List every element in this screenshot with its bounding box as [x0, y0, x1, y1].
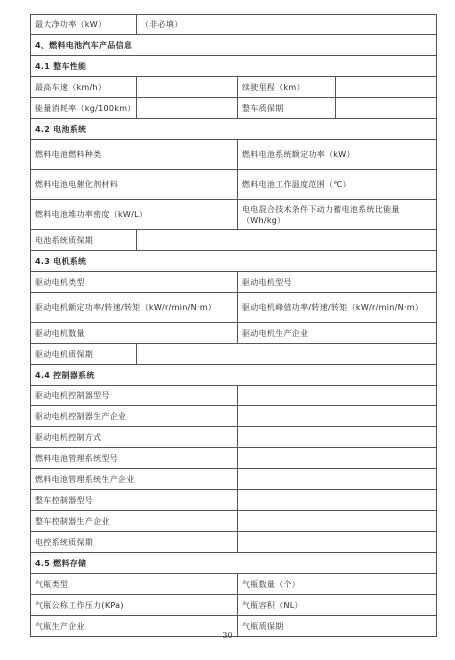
catalyst-label: 燃料电池电催化剂材料	[31, 170, 238, 200]
section-fuel-storage-title: 4.5 燃料存储	[31, 553, 437, 574]
motor-type-label: 驱动电机类型	[31, 272, 238, 293]
fuel-type-label: 燃料电池燃料种类	[31, 140, 238, 170]
controller-item-label: 燃料电池管理系统型号	[31, 448, 238, 469]
driving-range-field[interactable]	[336, 77, 437, 98]
controller-item-label: 驱动电机控制器生产企业	[31, 406, 238, 427]
stack-density-label: 燃料电池堆功率密度（kW/L）	[31, 200, 238, 230]
operating-temp-label: 燃料电池工作温度范围（℃）	[238, 170, 437, 200]
controller-item-field[interactable]	[238, 406, 437, 427]
section-vehicle-performance-title: 4.1 整车性能	[31, 56, 437, 77]
cylinder-maker-label: 气瓶生产企业	[31, 616, 238, 637]
motor-model-label: 驱动电机型号	[238, 272, 437, 293]
motor-warranty-field[interactable]	[137, 344, 437, 365]
section-battery-system-title: 4.2 电池系统	[31, 119, 437, 140]
controller-item-field[interactable]	[238, 532, 437, 553]
controller-item-label: 驱动电机控制器型号	[31, 386, 238, 406]
controller-item-label: 驱动电机控制方式	[31, 427, 238, 448]
controller-item-label: 燃料电池管理系统生产企业	[31, 469, 238, 490]
max-speed-label: 最高车速（km/h）	[31, 77, 137, 98]
cylinder-pressure-label: 气瓶公称工作压力(KPa)	[31, 595, 238, 616]
cylinder-volume-label: 气瓶容积（NL）	[238, 595, 437, 616]
motor-maker-label: 驱动电机生产企业	[238, 323, 437, 344]
section-controller-system-title: 4.4 控制器系统	[31, 365, 437, 386]
page-number: 30	[222, 631, 233, 640]
row-max-net-power	[31, 15, 437, 35]
cylinder-warranty-label: 气瓶质保期	[238, 616, 437, 637]
controller-item-field[interactable]	[238, 448, 437, 469]
fuel-cell-vehicle-info-form	[30, 14, 437, 637]
energy-consumption-label: 能量消耗率（kg/100km）	[31, 98, 137, 119]
motor-rated-label: 驱动电机额定功率/转速/转矩（kW/r/min/N·m）	[31, 293, 238, 323]
controller-item-field[interactable]	[238, 490, 437, 511]
controller-item-label: 整车控制器型号	[31, 490, 238, 511]
cylinder-type-label: 气瓶类型	[31, 574, 238, 595]
motor-peak-label: 驱动电机峰值功率/转速/转矩（kW/r/min/N·m）	[238, 293, 437, 323]
controller-item-field[interactable]	[238, 469, 437, 490]
battery-warranty-label: 电池系统质保期	[31, 230, 137, 251]
battery-warranty-field[interactable]	[137, 230, 437, 251]
section-motor-system-title: 4.3 电机系统	[31, 251, 437, 272]
controller-item-field[interactable]	[238, 386, 437, 406]
rated-power-label: 燃料电池系统额定功率（kW）	[238, 140, 437, 170]
section-product-info-title: 4、燃料电池汽车产品信息	[31, 35, 437, 56]
driving-range-label: 续驶里程（km）	[238, 77, 336, 98]
controller-item-label: 电控系统质保期	[31, 532, 238, 553]
energy-density-label: 电电混合技术条件下动力蓄电池系统比能量（Wh/kg）	[238, 200, 437, 230]
controller-item-label: 整车控制器生产企业	[31, 511, 238, 532]
vehicle-warranty-label: 整车质保期	[238, 98, 336, 119]
max-net-power-note: （非必填）	[137, 15, 437, 35]
motor-warranty-label: 驱动电机质保期	[31, 344, 137, 365]
controller-item-field[interactable]	[238, 427, 437, 448]
max-net-power-label: 最大净功率（kW）	[31, 15, 137, 35]
energy-consumption-field[interactable]	[137, 98, 238, 119]
cylinder-count-label: 气瓶数量（个）	[238, 574, 437, 595]
motor-count-label: 驱动电机数量	[31, 323, 238, 344]
vehicle-warranty-field[interactable]	[336, 98, 437, 119]
max-speed-field[interactable]	[137, 77, 238, 98]
controller-item-field[interactable]	[238, 511, 437, 532]
